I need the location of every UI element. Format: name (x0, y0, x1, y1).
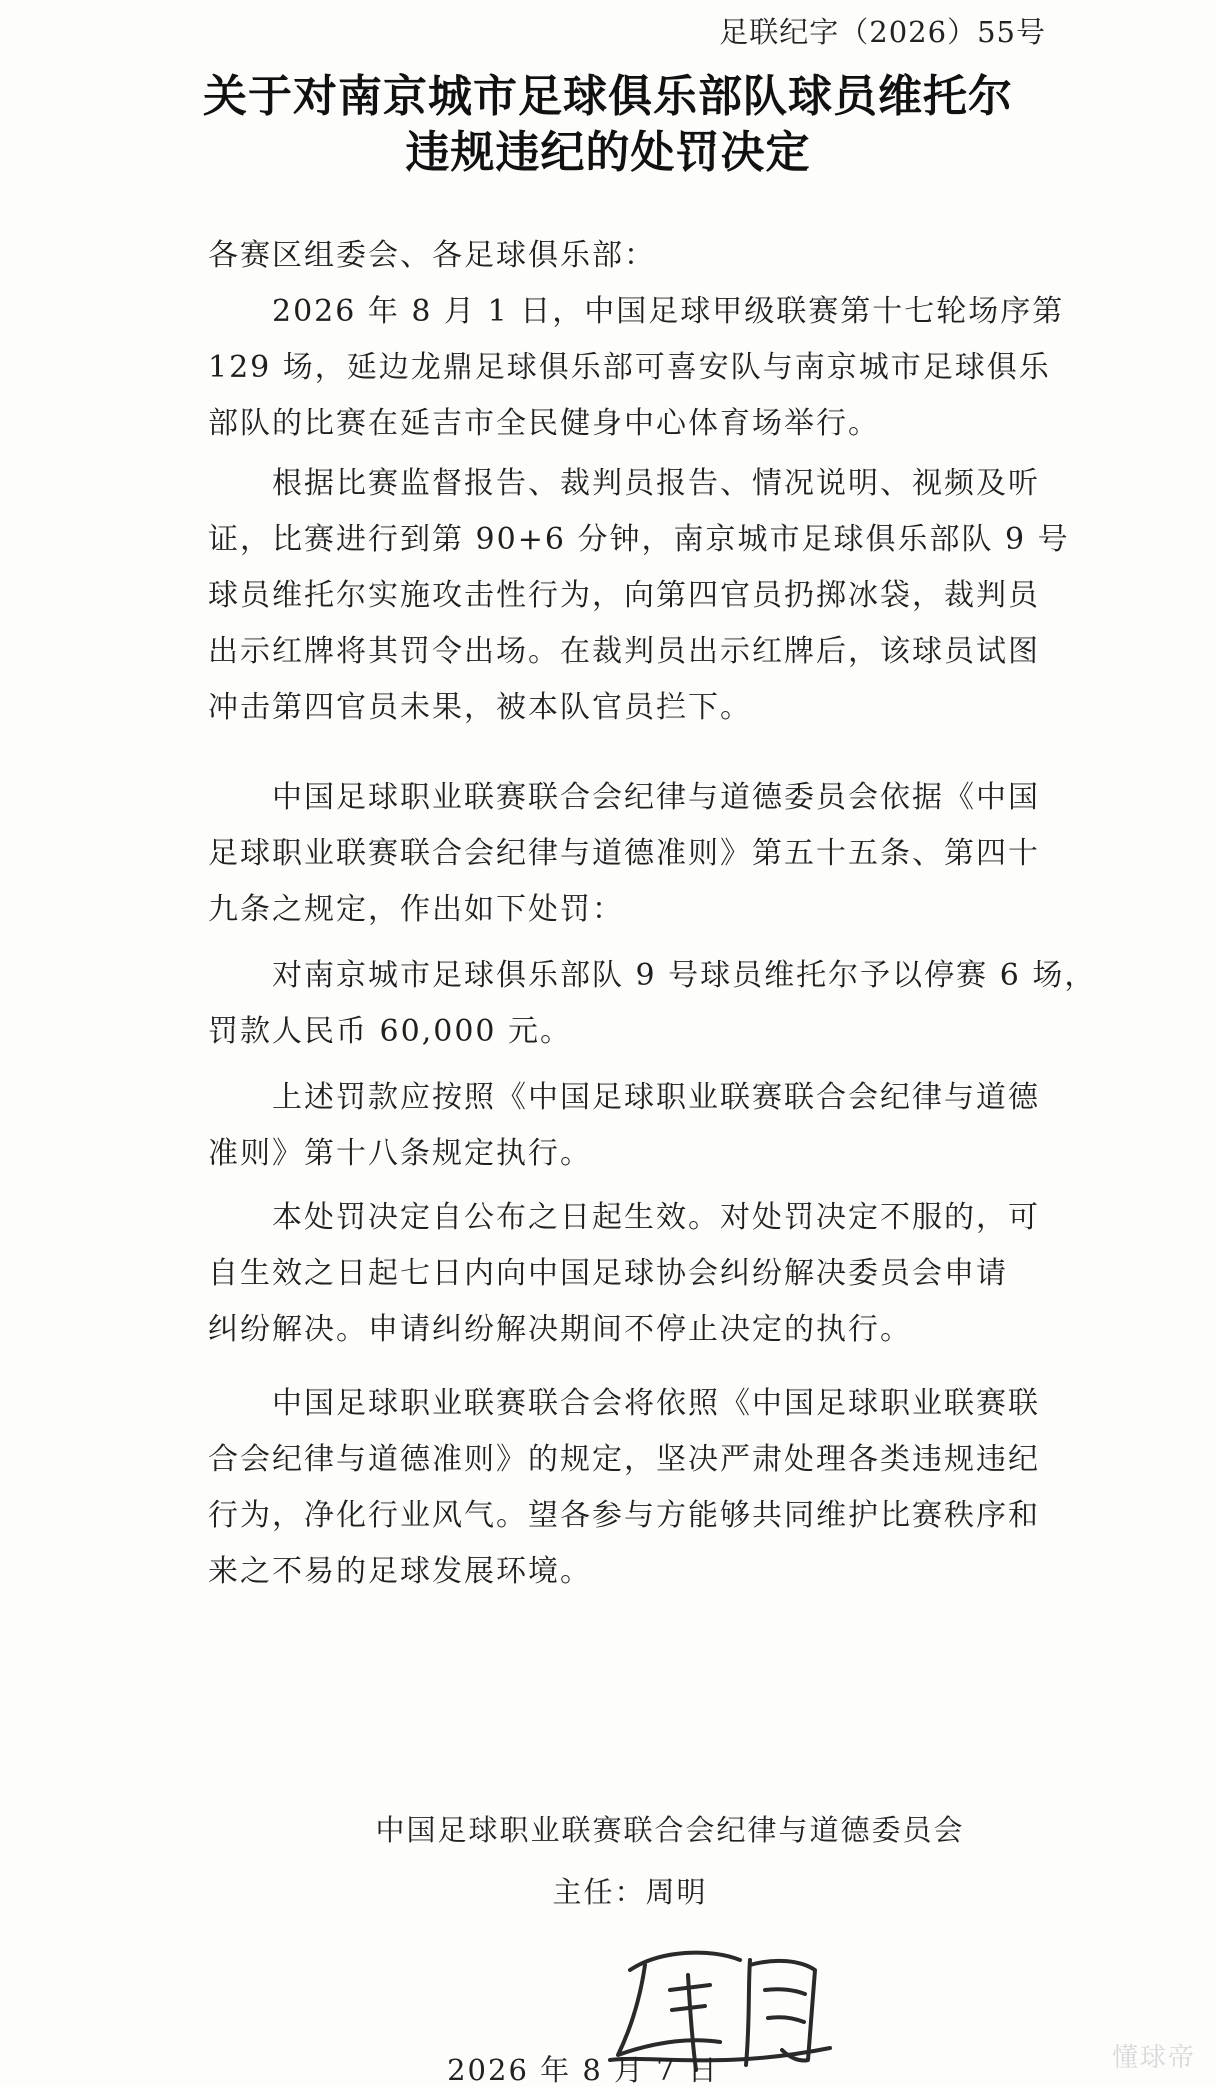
paragraph-line: 129 场，延边龙鼎足球俱乐部可喜安队与南京城市足球俱乐 (208, 350, 1051, 385)
paragraph-line: 球员维托尔实施攻击性行为，向第四官员扔掷冰袋，裁判员 (208, 578, 1040, 613)
paragraph-line: 出示红牌将其罚令出场。在裁判员出示红牌后，该球员试图 (208, 634, 1040, 669)
paragraph-line: 证，比赛进行到第 90+6 分钟，南京城市足球俱乐部队 9 号 (208, 522, 1070, 557)
paragraph-line: 中国足球职业联赛联合会纪律与道德委员会依据《中国 (272, 780, 1040, 815)
paragraph-line: 足球职业联赛联合会纪律与道德准则》第五十五条、第四十 (208, 836, 1040, 871)
paragraph-line: 合会纪律与道德准则》的规定，坚决严肃处理各类违规违纪 (208, 1442, 1040, 1477)
document-number: 足联纪字（2026）55号 (719, 15, 1046, 49)
paragraph-3 (208, 770, 1038, 938)
paragraph-2 (208, 456, 1070, 736)
paragraph-line: 2026 年 8 月 1 日，中国足球甲级联赛第十七轮场序第 (272, 294, 1065, 329)
paragraph-line: 纠纷解决。申请纠纷解决期间不停止决定的执行。 (208, 1312, 912, 1347)
paragraph-line: 中国足球职业联赛联合会将依照《中国足球职业联赛联 (272, 1386, 1040, 1421)
signature-date: 2026 年 8 月 7 日 (447, 2053, 719, 2087)
signature-role: 主任：周明 (552, 1875, 708, 1909)
paragraph-line: 部队的比赛在延吉市全民健身中心体育场举行。 (208, 406, 880, 441)
paragraph-line: 罚款人民币 60,000 元。 (208, 1014, 573, 1049)
paragraph-1 (208, 284, 1065, 452)
watermark: 懂球帝 (1111, 2043, 1196, 2073)
signature-organization: 中国足球职业联赛联合会纪律与道德委员会 (375, 1813, 965, 1847)
paragraph-4 (208, 948, 1097, 1060)
paragraph-7 (208, 1376, 1038, 1600)
salutation: 各赛区组委会、各足球俱乐部： (208, 238, 656, 273)
paragraph-line: 自生效之日起七日内向中国足球协会纠纷解决委员会申请 (208, 1256, 1008, 1291)
paragraph-line: 根据比赛监督报告、裁判员报告、情况说明、视频及听 (272, 466, 1040, 501)
document-title-line2: 违规违纪的处罚决定 (405, 127, 811, 178)
paragraph-line: 对南京城市足球俱乐部队 9 号球员维托尔予以停赛 6 场， (272, 958, 1097, 993)
paragraph-line: 冲击第四官员未果，被本队官员拦下。 (208, 690, 752, 725)
paragraph-line: 九条之规定，作出如下处罚： (208, 892, 624, 927)
paragraph-5 (208, 1070, 1038, 1182)
paragraph-line: 来之不易的足球发展环境。 (208, 1554, 592, 1589)
paragraph-line: 上述罚款应按照《中国足球职业联赛联合会纪律与道德 (272, 1080, 1040, 1115)
document-title-line1: 关于对南京城市足球俱乐部队球员维托尔 (203, 71, 1013, 122)
paragraph-line: 准则》第十八条规定执行。 (208, 1136, 592, 1171)
paragraph-line: 行为，净化行业风气。望各参与方能够共同维护比赛秩序和 (208, 1498, 1040, 1533)
paragraph-6 (208, 1190, 1038, 1358)
paragraph-line: 本处罚决定自公布之日起生效。对处罚决定不服的，可 (272, 1200, 1040, 1235)
